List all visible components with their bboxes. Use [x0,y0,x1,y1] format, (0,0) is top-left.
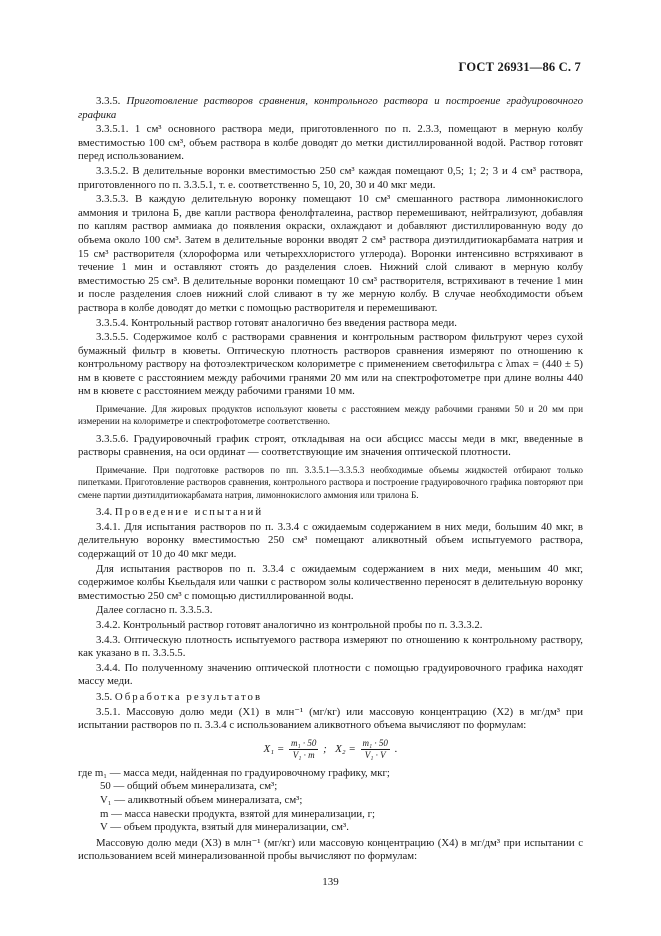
paragraph-3-3-5-1: 3.3.5.1. 1 см³ основного раствора меди, приготовленного по п. 2.3.3, помещают в мерную колбу вместимостью 100 см³, объем раствора в колбе доводят до метки дистиллированной водой. Раствор готовят перед использованием. [78,123,583,163]
paragraph-3-3-5-5: 3.3.5.5. Содержимое колб с растворами сравнения и контрольным раствором фильтруют через сухой бумажный фильтр в кюветы. Оптическую плотность растворов сравнения измеряют по отношению к контрольному раствору на фотоэлектрическом колориметре с применением светофильтра с λmax = (440 ± 5) нм в кювете с расстоянием между рабочими гранями 20 мм или на спектрофотометре при длине волны 440 нм в кювете с расстоянием между рабочими гранями 10 мм. [78,331,583,398]
fraction-denominator: V₁ · m [292,749,315,760]
section-3-3-5-heading [78,95,583,122]
section-title: Проведение испытаний [114,506,264,519]
definitions-list [78,767,583,835]
section-number: 3.5. [96,691,113,703]
fraction-numerator: m₁ · 50 [291,737,317,748]
paragraph-3-4-1b: Для испытания растворов по п. 3.3.4 с ожидаемым содержанием в них меди, меньшим 40 мкг, содержимое колбы Кьельдаля или чашки с раствором золы количественно переносят в делительную воронку вместимостью 250 см³ с помощью дистиллированной воды. [78,562,583,602]
paragraph-3-4-4: 3.4.4. По полученному значению оптической плотности с помощью градуировочного графика находят массу меди. [78,661,583,688]
section-number: 3.4. [96,506,113,519]
formula [78,738,583,761]
formula-x2: X₂ = [335,742,356,755]
definition-item: m — масса навески продукта, взятой для минерализации, г; [100,807,376,820]
definition-item: где m₁ — масса меди, найденная по градуировочному графику, мкг; [78,766,390,779]
paragraph-last: Массовую долю меди (X3) в млн⁻¹ (мг/кг) или массовую концентрацию (X4) в мг/дм³ при испытании с использованием всей минерализованной пробы вычисляют по формулам: [78,836,583,863]
fraction-numerator: m₁ · 50 [362,737,388,748]
paragraph-3-4-2: 3.4.2. Контрольный раствор готовят аналогично из контрольной пробы по п. 3.3.3.2. [96,619,483,632]
fraction-2 [361,738,390,761]
definition-item: 50 — общий объем минерализата, см³; [100,780,278,793]
definition-item: V₁ — аликвотный объем минерализата, см³; [100,793,303,806]
section-title: Приготовление растворов сравнения, контрольного раствора и построение градуировочного графика [78,95,583,121]
formula-x1: X₁ = [263,742,285,755]
paragraph-3-5-1: 3.5.1. Массовую долю меди (X1) в млн⁻¹ (мг/кг) или массовую концентрацию (X2) в мг/дм³ при испытании растворов по п. 3.3.4 с использованием аликвотного объема вычисляют по формулам: [78,705,583,732]
definition-item: V — объем продукта, взятый для минерализации, см³. [100,821,349,834]
page-number: 139 [322,876,339,888]
note-2: Примечание. При подготовке растворов по пп. 3.3.5.1—3.3.5.3 необходимые объемы жидкостей отбирают только пипетками. Приготовление растворов сравнения, контрольного раствора и построение градуировочного графика повторяют при смене партии диэтилдитиокарбамата натрия, лимоннокислого аммония или трилона Б. [78,465,583,500]
paragraph-3-3-5-6: 3.3.5.6. Градуировочный график строят, откладывая на оси абсцисс массы меди в мкг, введенные в растворы сравнения, на оси ординат — соответствующие им значения оптической плотности. [78,432,583,459]
note-1: Примечание. Для жировых продуктов используют кюветы с расстоянием между рабочими гранями 50 и 20 мм при измерении на колориметре и спектрофотометре соответственно. [78,404,583,427]
section-number: 3.3.5. [96,95,121,107]
paragraph-3-3-5-3: 3.3.5.3. В каждую делительную воронку помещают 10 см³ смешанного раствора лимоннокислого аммония и трилона Б, две капли раствора фенолфталеина, раствор перемешивают, нейтрализуют, добавляя по каплям раствор аммиака до появления окраски, охлаждают и добавляют дистиллированную воду до объема около 100 см³. Затем в делительные воронки вводят 2 см³ раствора диэтилдитиокарбамата натрия и 15 см³ растворителя (хлороформа или четыреххлористого углерода). Воронки интенсивно встряхивают в течение 1 мин и оставляют стоять до разделения слоев. Нижний слой сливают в мерную колбу вместимостью 25 см³. В делительные воронки помещают 10 см³ растворителя, встряхивают в течение 1 мин и после разделения слоев нижний слой сливают в ту же мерную колбу. В случае необходимости объем раствора в колбе доводят до метки с помощью растворителя и перемешивают. [78,193,583,314]
document-body [78,95,583,865]
paragraph-3-4-1: 3.4.1. Для испытания растворов по п. 3.3.4 с ожидаемым содержанием в них меди, большим 40 мкг, в делительную воронку вместимостью 250 см³ помещают аликвотный объем испытуемого раствора, содержащий от 10 до 40 мкг меди. [78,520,583,561]
fraction-1 [289,738,318,761]
fraction-denominator: V₁ · V [364,749,386,760]
section-title: Обработка результатов [114,691,263,703]
section-3-4-heading [78,506,583,520]
section-3-5-heading [78,691,583,705]
paragraph-3-3-5-4: 3.3.5.4. Контрольный раствор готовят аналогично без введения раствора меди. [96,316,457,329]
formula-separator: ; [323,742,327,755]
page-header: ГОСТ 26931—86 С. 7 [458,60,581,74]
formula-end: . [394,742,398,755]
paragraph-3-4-3: 3.4.3. Оптическую плотность испытуемого раствора измеряют по отношению к контрольному раствору, как указано в п. 3.3.5.5. [78,633,583,660]
paragraph-3-4-1c: Далее согласно п. 3.3.5.3. [96,604,213,617]
paragraph-3-3-5-2: 3.3.5.2. В делительные воронки вместимостью 250 см³ каждая помещают 0,5; 1; 2; 3 и 4 см³ раствора, приготовленного по п. 3.3.5.1, т. е. соответственно 5, 10, 20, 30 и 40 мкг меди. [78,164,583,191]
